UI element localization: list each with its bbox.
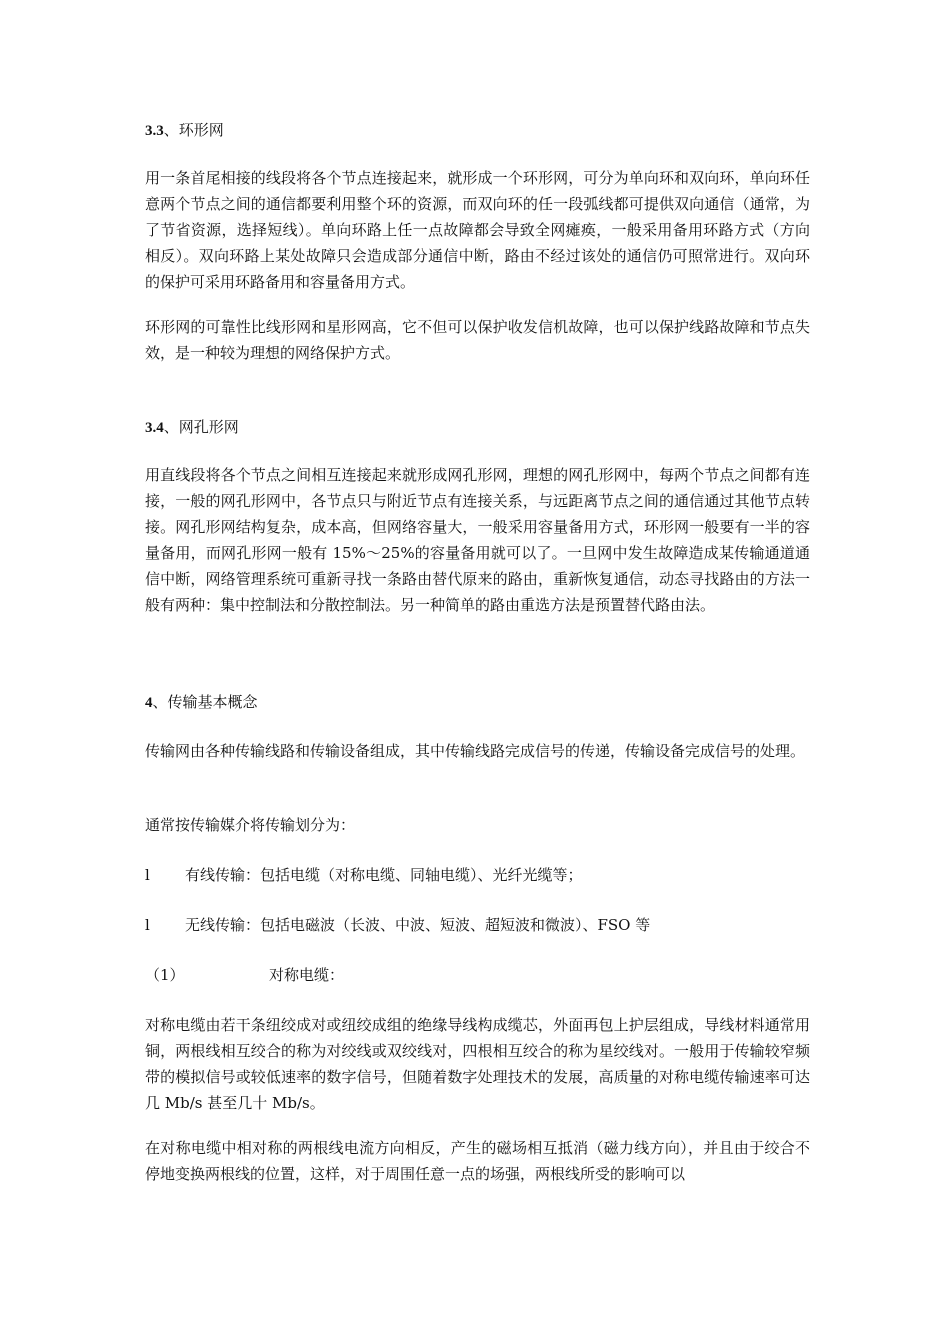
paragraph-symmetric-cable-structure: 对称电缆由若干条纽绞成对或纽绞成组的绝缘导线构成缆芯，外面再包上护层组成，导线材料通常用铜，两根线相互绞合的称为对绞线或双绞线对，四根相互绞合的称为星绞线对。一般用于传输较窄频带的模拟信号或较低速率的数字信号，但随着数字处理技术的发展，高质量的对称电缆传输速率可达几 Mb/s 甚至几十 Mb/s。 bbox=[145, 1016, 810, 1112]
list-item-text: 无线传输：包括电磁波（长波、中波、短波、超短波和微波）、FSO 等 bbox=[185, 916, 651, 934]
bullet-marker: l bbox=[145, 916, 150, 934]
list-item-wired bbox=[145, 862, 810, 888]
paragraph-ring-network-definition: 用一条首尾相接的线段将各个节点连接起来，就形成一个环形网，可分为单向环和双向环，单向环任意两个节点之间的通信都要利用整个环的资源，而双向环的任一段弧线都可提供双向通信（通常，为了节省资源，选择短线）。单向环路上任一点故障都会导致全网瘫痪，一般采用备用环路方式（方向相反）。双向环路上某处故障只会造成部分通信中断，路由不经过该处的通信仍可照常进行。双向环的保护可采用环路备用和容量备用方式。 bbox=[145, 169, 810, 291]
bullet-marker: l bbox=[145, 866, 150, 884]
subsection-heading-symmetric-cable bbox=[145, 962, 810, 988]
paragraph-transmission-media: 通常按传输媒介将传输划分为： bbox=[145, 816, 356, 834]
paragraph-mesh-network: 用直线段将各个节点之间相互连接起来就形成网孔形网，理想的网孔形网中，每两个节点之间都有连接，一般的网孔形网中，各节点只与附近节点有连接关系，与远距离节点之间的通信通过其他节点转接。网孔形网结构复杂，成本高，但网络容量大，一般采用容量备用方式，环形网一般要有一半的容量备用，而网孔形网一般有 15%～25%的容量备用就可以了。一旦网中发生故障造成某传输通道通信中断，网络管理系统可重新寻找一条路由替代原来的路由，重新恢复通信，动态寻找路由的方法一般有两种：集中控制法和分散控制法。另一种简单的路由重选方法是预置替代路由法。 bbox=[145, 466, 810, 614]
paragraph-transmission-network: 传输网由各种传输线路和传输设备组成，其中传输线路完成信号的传递，传输设备完成信号的处理。 bbox=[145, 742, 806, 760]
section-heading-4 bbox=[145, 689, 810, 716]
subsection-label: （1） bbox=[145, 966, 185, 984]
section-title: 、网孔形网 bbox=[163, 418, 239, 436]
section-heading-3-4 bbox=[145, 414, 810, 441]
section-heading-3-3 bbox=[145, 117, 810, 144]
section-title: 、环形网 bbox=[163, 121, 224, 139]
section-title: 、传输基本概念 bbox=[152, 693, 258, 711]
section-number: 3.4 bbox=[145, 420, 164, 436]
paragraph-ring-network-reliability: 环形网的可靠性比线形网和星形网高，它不但可以保护收发信机故障，也可以保护线路故障和节点失效，是一种较为理想的网络保护方式。 bbox=[145, 318, 810, 362]
subsection-title: 对称电缆： bbox=[269, 966, 345, 984]
list-item-wireless bbox=[145, 912, 810, 938]
list-item-text: 有线传输：包括电缆（对称电缆、同轴电缆）、光纤光缆等； bbox=[185, 866, 583, 884]
section-number: 3.3 bbox=[145, 123, 164, 139]
paragraph-symmetric-cable-field: 在对称电缆中相对称的两根线电流方向相反，产生的磁场相互抵消（磁力线方向），并且由于绞合不停地变换两根线的位置，这样，对于周围任意一点的场强，两根线所受的影响可以 bbox=[145, 1139, 810, 1183]
section-number: 4 bbox=[145, 695, 153, 711]
